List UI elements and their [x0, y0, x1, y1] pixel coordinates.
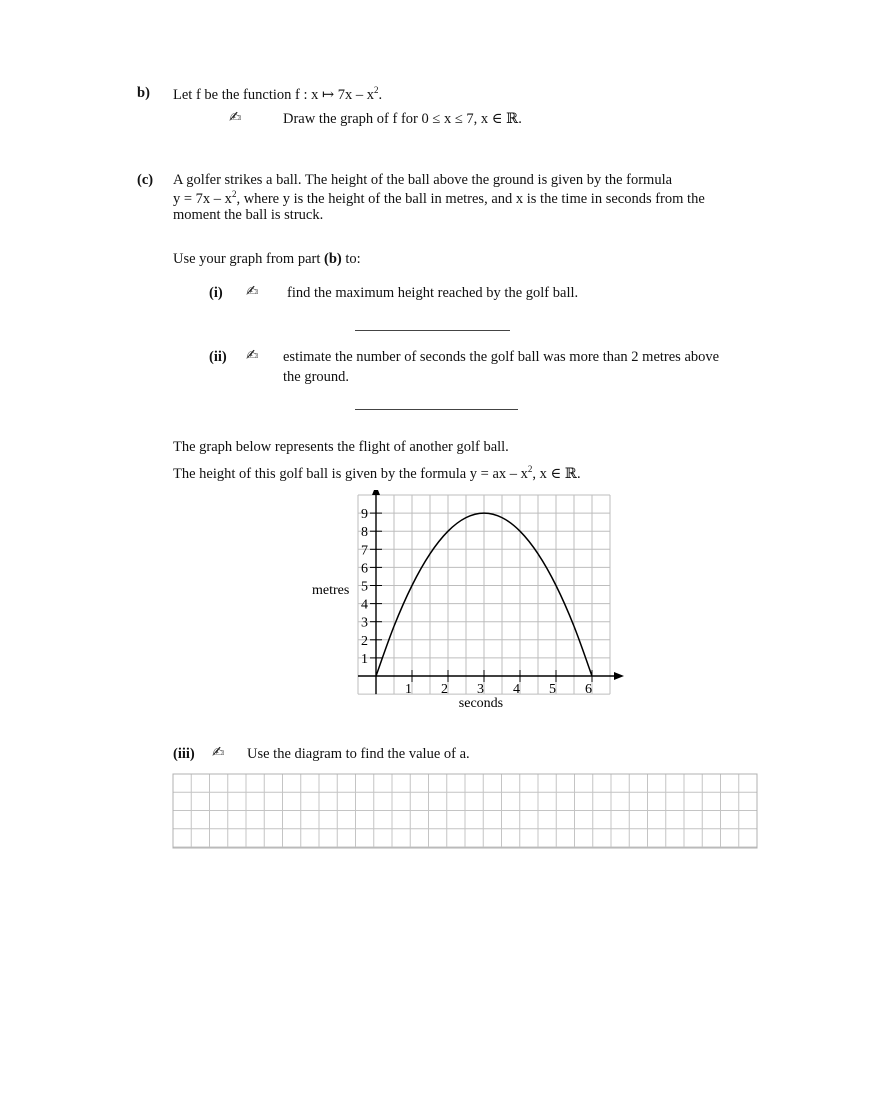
another-ball-line1: The graph below represents the flight of another golf ball.	[173, 439, 509, 455]
y-tick-label: 9	[361, 507, 368, 523]
pencil-icon: ✍	[246, 282, 259, 300]
use-graph-instruction	[173, 251, 361, 268]
pencil-icon: ✍	[212, 743, 225, 761]
pencil-icon: ✍	[229, 108, 242, 126]
part-b-intro-exponent: 2	[374, 85, 379, 95]
part-c-line2	[173, 189, 705, 208]
part-b-intro-end: .	[378, 87, 383, 103]
use-graph-text-b: (b)	[324, 251, 342, 267]
answer-line-ii[interactable]	[355, 409, 518, 410]
answer-line-i[interactable]	[355, 330, 510, 331]
y-tick-label: 3	[361, 615, 368, 631]
working-grid-lines	[173, 774, 757, 848]
x-tick-label: 1	[405, 682, 412, 697]
another-ball-domain: , x ∈ ℝ.	[532, 466, 581, 482]
another-ball-formula: The height of this golf ball is given by the formula y = ax – x	[173, 466, 528, 482]
part-c-line2-rest: , where y is the height of the ball in metres, and x is the time in seconds from the	[236, 191, 705, 207]
use-graph-text-c: to:	[341, 251, 361, 267]
part-b-task: Draw the graph of f for 0 ≤ x ≤ 7, x ∈ ℝ.	[283, 111, 522, 127]
part-c-line3: moment the ball is struck.	[173, 207, 324, 223]
y-tick-label: 7	[361, 543, 368, 559]
part-c-line2-exponent: 2	[231, 189, 237, 199]
x-axis-title: seconds	[458, 696, 504, 711]
another-ball-line2	[173, 464, 581, 483]
question-ii-label: (ii)	[209, 349, 227, 365]
part-c-line2-formula: y = 7x – x	[173, 191, 232, 207]
flight-graph	[305, 490, 625, 720]
working-grid[interactable]	[172, 773, 758, 849]
another-ball-exponent: 2	[527, 464, 533, 474]
part-c-label: (c)	[137, 172, 154, 188]
y-tick-label: 6	[361, 561, 368, 577]
y-axis-title: metres	[312, 583, 350, 599]
question-i-label: (i)	[209, 285, 223, 301]
part-c-line1: A golfer strikes a ball. The height of the ball above the ground is given by the formula	[173, 172, 673, 188]
x-tick-label: 2	[441, 682, 448, 697]
graph-grid	[358, 495, 610, 694]
x-tick-label: 5	[549, 682, 556, 697]
y-tick-label: 5	[361, 579, 368, 595]
x-tick-label: 3	[477, 682, 484, 697]
x-axis-arrow	[614, 672, 624, 680]
question-iii-text: Use the diagram to find the value of a.	[247, 746, 470, 762]
part-b-intro	[173, 85, 382, 104]
x-tick-label: 4	[513, 682, 520, 697]
use-graph-text-a: Use your graph from part	[173, 251, 324, 267]
pencil-icon: ✍	[246, 346, 259, 364]
part-b-label: b)	[137, 85, 150, 101]
y-tick-label: 4	[361, 597, 368, 613]
x-tick-label: 6	[585, 682, 592, 697]
y-axis-arrow	[372, 490, 380, 495]
y-tick-label: 1	[361, 651, 368, 667]
y-tick-label: 2	[361, 633, 368, 649]
question-iii-label: (iii)	[173, 746, 195, 762]
question-ii-text-2: the ground.	[283, 369, 350, 385]
question-ii-text-1: estimate the number of seconds the golf ball was more than 2 metres above	[283, 349, 720, 365]
part-b-intro-text: Let f be the function f : x ↦ 7x – x	[173, 87, 375, 103]
question-i-text: find the maximum height reached by the golf ball.	[287, 285, 579, 301]
y-tick-label: 8	[361, 525, 368, 541]
